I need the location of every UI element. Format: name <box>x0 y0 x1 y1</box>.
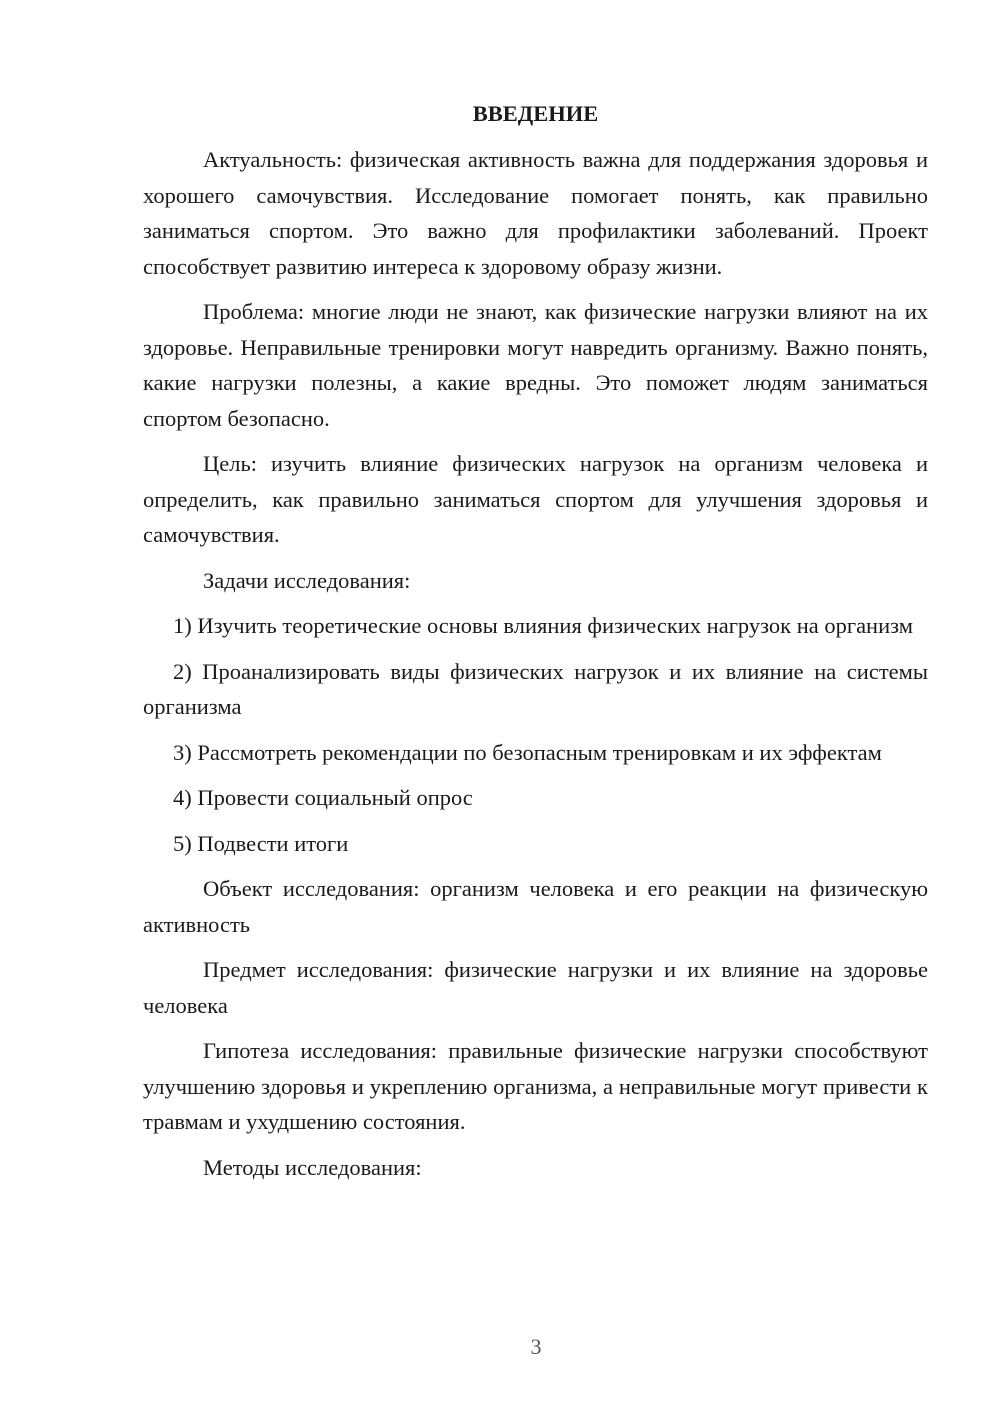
methods-heading: Методы исследования: <box>203 1154 422 1180</box>
task-item-4: 4) Провести социальный опрос <box>173 785 473 810</box>
task-item-2: 2) Проанализировать виды физических нагрузок и их влияние на системы организма <box>143 658 928 719</box>
tasks-heading: Задачи исследования: <box>203 567 411 593</box>
document-body <box>143 96 928 1195</box>
section-title: ВВЕДЕНИЕ <box>472 101 599 126</box>
hypothesis-paragraph: Гипотеза исследования: правильные физические нагрузки способствуют улучшению здоровья и укреплению организма, а неправильные могут привести к травмам и ухудшению состояния. <box>143 1038 928 1134</box>
task-item-5: 5) Подвести итоги <box>173 830 349 856</box>
page-number: 3 <box>530 1334 542 1359</box>
problem-paragraph: Проблема: многие люди не знают, как физические нагрузки влияют на их здоровье. Неправильные тренировки могут навредить организму. Важно понять, какие нагрузки полезны, а какие вредны. Это поможет людям заниматься спортом безопасно. <box>143 299 928 431</box>
task-item-1: 1) Изучить теоретические основы влияния физических нагрузок на организм <box>173 613 913 638</box>
goal-paragraph: Цель: изучить влияние физических нагрузок на организм человека и определить, как правильно заниматься спортом для улучшения здоровья и самочувствия. <box>143 451 928 547</box>
object-paragraph: Объект исследования: организм человека и его реакции на физическую активность <box>143 876 928 937</box>
subject-paragraph: Предмет исследования: физические нагрузки и их влияние на здоровье человека <box>143 957 928 1018</box>
task-item-3: 3) Рассмотреть рекомендации по безопасным тренировкам и их эффектам <box>173 739 882 765</box>
relevance-paragraph: Актуальность: физическая активность важна для поддержания здоровья и хорошего самочувствия. Исследование помогает понять, как правильно заниматься спортом. Это важно для профилактики заболеваний. Проект способствует развитию интереса к здоровому образу жизни. <box>143 147 928 279</box>
